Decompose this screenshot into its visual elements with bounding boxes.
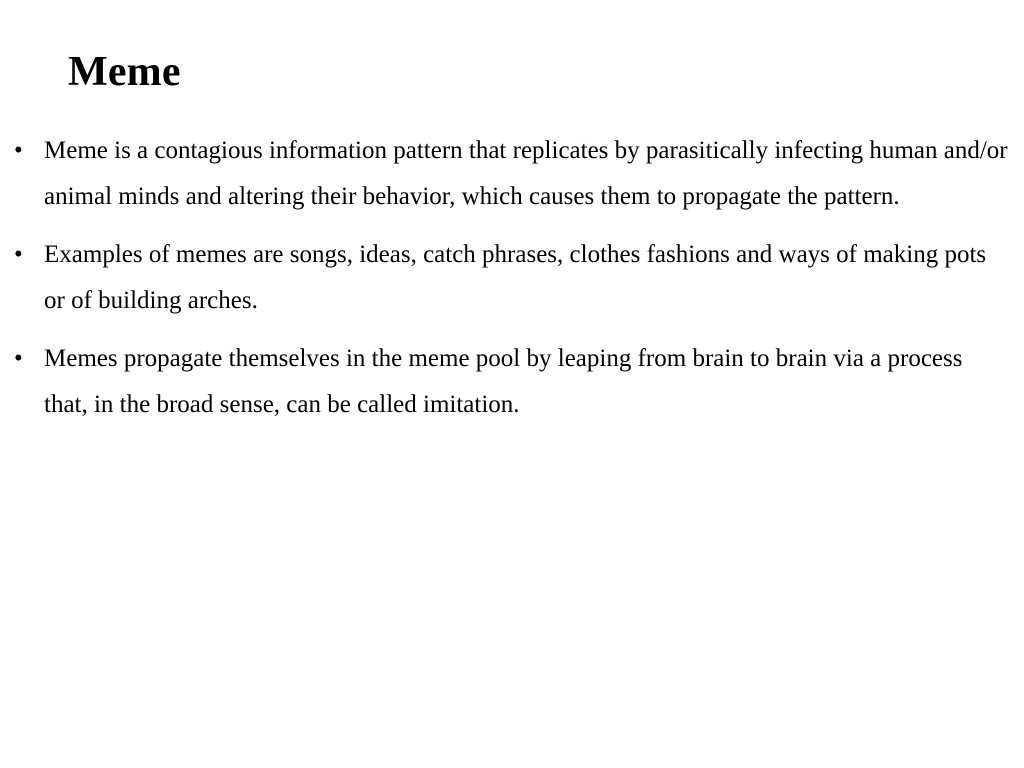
- bullet-item: [0, 336, 1010, 428]
- bullet-text: Meme is a contagious information pattern that replicates by parasitically infecting human and/or animal minds and altering their behavior, which causes them to propagate the pattern.: [44, 137, 1008, 210]
- bullet-text: Examples of memes are songs, ideas, catch phrases, clothes fashions and ways of making pots or of building arches.: [44, 241, 987, 314]
- bullet-dot-icon: •: [14, 241, 23, 268]
- slide-title: Meme: [68, 49, 181, 95]
- bullet-text: Memes propagate themselves in the meme pool by leaping from brain to brain via a process that, in the broad sense, can be called imitation.: [44, 345, 963, 418]
- bullet-list: [0, 128, 1010, 440]
- bullet-dot-icon: •: [14, 137, 23, 164]
- bullet-item: [0, 128, 1010, 220]
- bullet-item: [0, 232, 1010, 324]
- bullet-dot-icon: •: [14, 345, 23, 372]
